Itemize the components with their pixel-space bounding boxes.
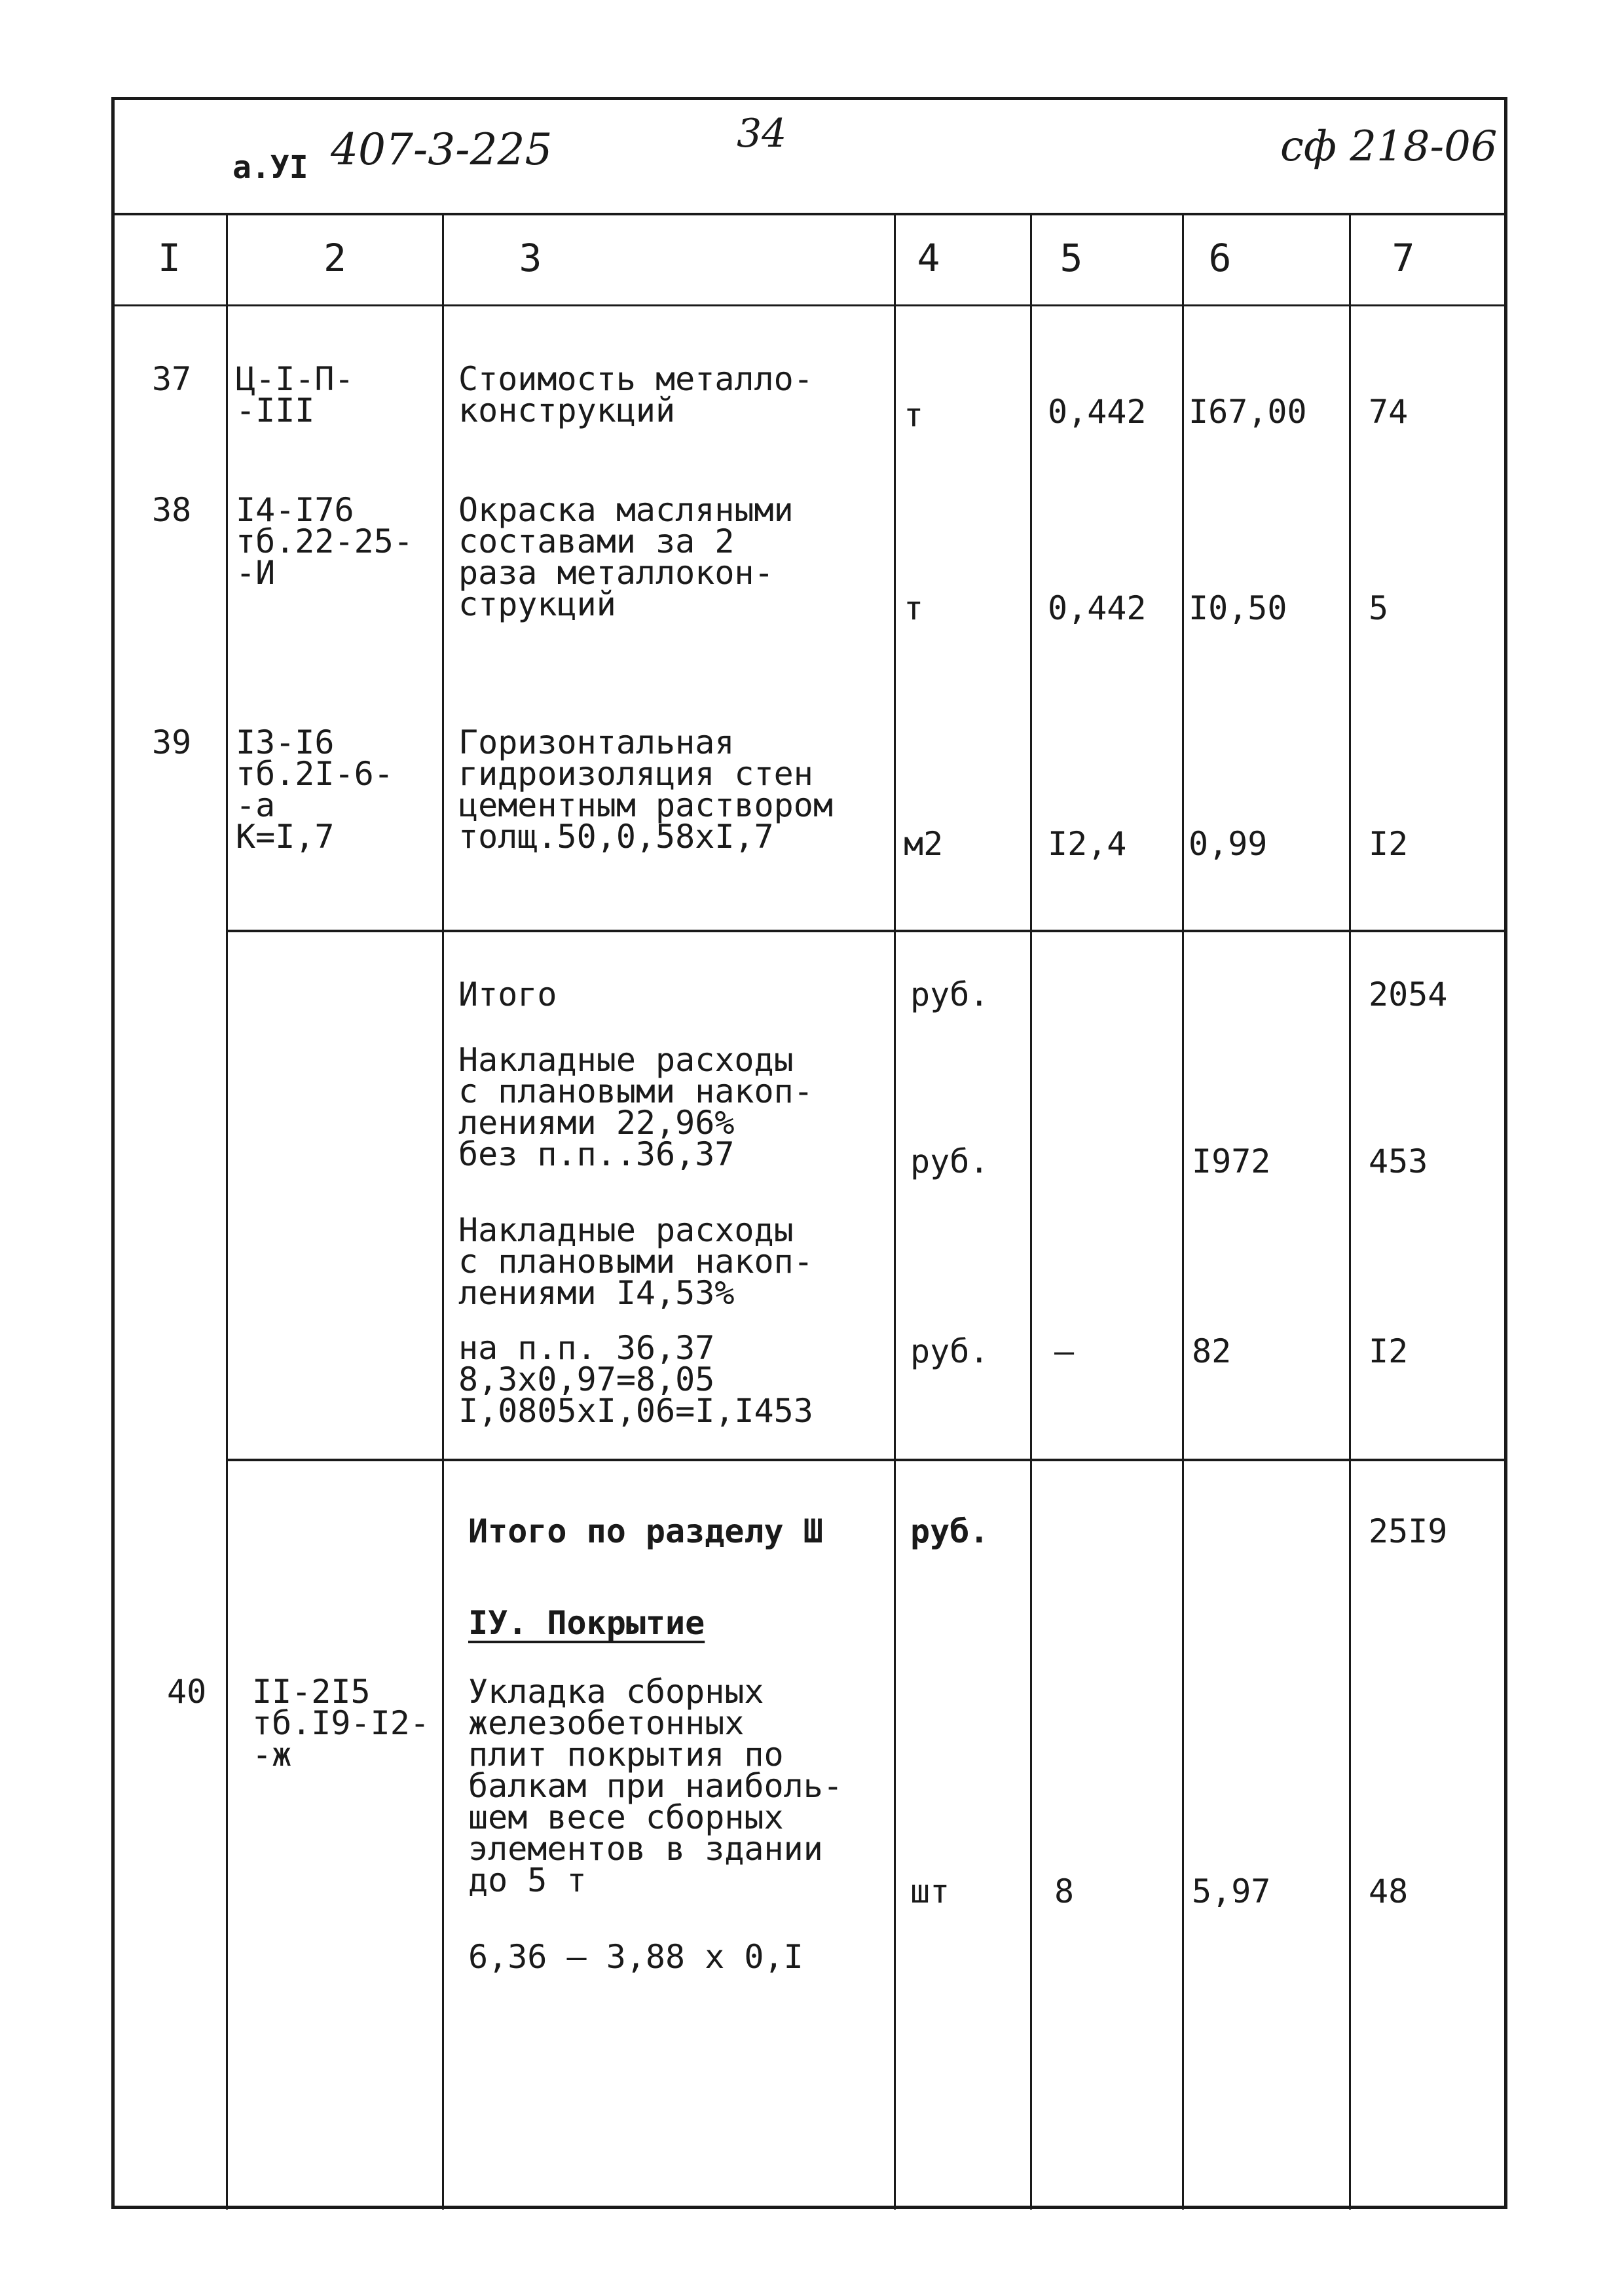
col-divider-4 [1030,213,1032,2210]
col-header-7: 7 [1392,236,1415,280]
row-38-reference: I4-I76 тб.22-25- -И [236,491,413,592]
overhead-2-price: 82 [1192,1332,1232,1370]
col-divider-3 [894,213,896,2210]
header-sheet: сф 218-06 [1280,122,1498,171]
overhead-2-unit: руб. [910,1332,989,1370]
header-code: 407-3-225 [331,124,553,175]
row-37-price: I67,00 [1189,393,1307,431]
row-39-description: Горизонтальная гидроизоляция стен цементным раствором толщ.50,0,58хI,7 [458,723,833,856]
row-38-quantity: 0,442 [1048,589,1147,627]
row-39-reference: I3-I6 тб.2I-6- -а К=I,7 [236,723,394,856]
overhead-1-total: 453 [1369,1142,1428,1180]
overhead-2-total: I2 [1369,1332,1409,1370]
row-39-number: 39 [152,723,192,761]
overhead-2-label: Накладные расходы с плановыми накоп- лениями I4,53% [458,1211,813,1312]
header-prefix: а.УI [232,149,308,186]
itogo-label: Итого [458,975,557,1013]
row-40-number: 40 [167,1673,207,1711]
col-header-3: 3 [519,236,542,280]
section-divider [226,1459,1507,1461]
section-itogo-total: 25I9 [1369,1512,1448,1550]
row-40-unit: шт [910,1872,950,1910]
row-40-total: 48 [1369,1872,1409,1910]
col-divider-1 [226,213,228,2210]
overhead-1-label: Накладные расходы с плановыми накоп- лениями 22,96% без п.п..36,37 [458,1041,813,1173]
row-38-description: Окраска масляными составами за 2 раза металлокон- струкций [458,491,794,623]
row-38-unit: т [904,589,924,627]
col-divider-2 [442,213,444,2210]
row-39-unit: м2 [904,825,944,863]
col-header-1: I [158,236,181,280]
overhead-1-unit: руб. [910,1142,989,1180]
row-40-description: Укладка сборных железобетонных плит покрытия по балкам при наиболь- шем весе сборных элементов в здании до 5 т [468,1673,843,1899]
row-40-quantity: 8 [1054,1872,1075,1910]
row-40-reference: II-2I5 тб.I9-I2- -ж [252,1673,430,1774]
col-header-5: 5 [1060,236,1083,280]
section-title: IУ. Покрытие [468,1604,705,1642]
overhead-2-calc: на п.п. 36,37 8,3х0,97=8,05 I,0805хI,06=I,I453 [458,1329,813,1430]
overhead-2-quantity: – [1054,1332,1075,1370]
column-header-divider [111,304,1507,306]
col-divider-5 [1182,213,1184,2210]
col-header-6: 6 [1208,236,1232,280]
row-39-quantity: I2,4 [1048,825,1127,863]
row-37-unit: т [904,396,924,434]
row-40-price: 5,97 [1192,1872,1271,1910]
row-38-total: 5 [1369,589,1389,627]
itogo-unit: руб. [910,975,989,1013]
row-40-formula: 6,36 – 3,88 х 0,I [468,1938,803,1976]
row-39-price: 0,99 [1189,825,1268,863]
col-header-2: 2 [323,236,346,280]
section-itogo-label: Итого по разделу Ш [468,1512,823,1550]
row-37-total: 74 [1369,393,1409,431]
row-37-reference: Ц-I-П- -III [236,360,354,429]
summary-divider [226,930,1507,932]
row-38-price: I0,50 [1189,589,1287,627]
overhead-1-price: I972 [1192,1142,1271,1180]
col-divider-6 [1349,213,1351,2210]
col-header-4: 4 [917,236,940,280]
row-37-description: Стоимость металло- конструкций [458,360,813,429]
row-37-number: 37 [152,360,192,398]
row-39-total: I2 [1369,825,1409,863]
section-itogo-unit: руб. [910,1512,989,1550]
header-page-number: 34 [737,111,787,156]
itogo-total: 2054 [1369,975,1448,1013]
row-37-quantity: 0,442 [1048,393,1147,431]
header-divider [111,213,1507,215]
row-38-number: 38 [152,491,192,529]
